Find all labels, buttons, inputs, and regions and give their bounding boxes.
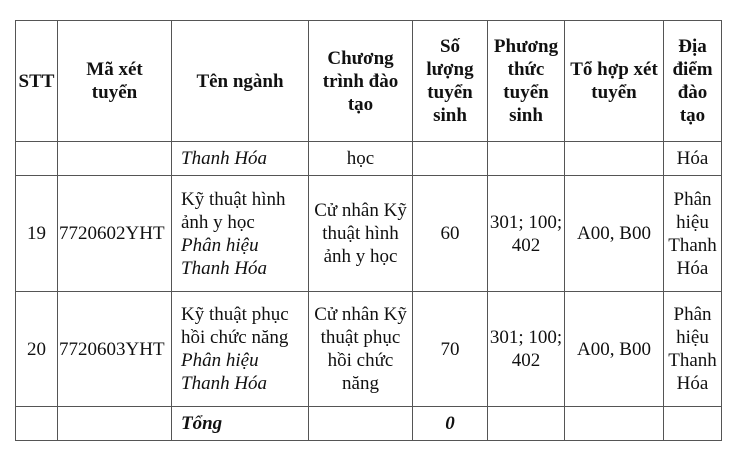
header-ten-nganh: Tên ngành bbox=[172, 21, 309, 142]
cell-to-hop: A00, B00 bbox=[565, 292, 664, 407]
cell-chuong-trinh bbox=[309, 407, 413, 441]
header-chuong-trinh: Chương trình đào tạo bbox=[309, 21, 413, 142]
major-name: Kỹ thuật phục hồi chức năng bbox=[181, 304, 289, 348]
cell-phuong-thuc bbox=[488, 142, 565, 176]
cell-ma bbox=[58, 142, 172, 176]
cell-phuong-thuc bbox=[488, 407, 565, 441]
header-stt: STT bbox=[16, 21, 58, 142]
total-label: Tổng bbox=[172, 407, 309, 441]
header-phuong-thuc: Phương thức tuyển sinh bbox=[488, 21, 565, 142]
major-name: Kỹ thuật hình ảnh y học bbox=[181, 188, 286, 233]
cell-dia-diem: Phân hiệu Thanh Hóa bbox=[664, 176, 722, 292]
cell-so-luong bbox=[413, 142, 488, 176]
total-so-luong: 0 bbox=[413, 407, 488, 441]
campus-text: Phân hiệu Thanh Hóa bbox=[181, 234, 268, 279]
cell-stt: 19 bbox=[16, 176, 58, 292]
cell-chuong-trinh: Cử nhân Kỹ thuật phục hồi chức năng bbox=[309, 292, 413, 407]
cell-ma: 7720602YHT bbox=[58, 176, 172, 292]
cell-to-hop: A00, B00 bbox=[565, 176, 664, 292]
table-row bbox=[16, 176, 722, 292]
cell-dia-diem: Phân hiệu Thanh Hóa bbox=[664, 292, 722, 407]
cell-ten-nganh bbox=[172, 292, 309, 407]
cell-to-hop bbox=[565, 142, 664, 176]
cell-phuong-thuc: 301; 100; 402 bbox=[488, 292, 565, 407]
cell-ten-nganh bbox=[172, 176, 309, 292]
cell-stt bbox=[16, 407, 58, 441]
cell-dia-diem bbox=[664, 407, 722, 441]
header-ma-xet-tuyen: Mã xét tuyển bbox=[58, 21, 172, 142]
cell-so-luong: 70 bbox=[413, 292, 488, 407]
continuation-row bbox=[16, 142, 722, 176]
cell-dia-diem: Hóa bbox=[664, 142, 722, 176]
cell-so-luong: 60 bbox=[413, 176, 488, 292]
cell-chuong-trinh: học bbox=[309, 142, 413, 176]
table-row bbox=[16, 292, 722, 407]
cell-ma bbox=[58, 407, 172, 441]
header-so-luong: Số lượng tuyển sinh bbox=[413, 21, 488, 142]
campus-text: Thanh Hóa bbox=[181, 148, 268, 169]
admissions-table bbox=[15, 20, 722, 441]
cell-stt: 20 bbox=[16, 292, 58, 407]
total-row bbox=[16, 407, 722, 441]
cell-phuong-thuc: 301; 100; 402 bbox=[488, 176, 565, 292]
cell-ma: 7720603YHT bbox=[58, 292, 172, 407]
header-dia-diem: Địa điểm đào tạo bbox=[664, 21, 722, 142]
cell-stt bbox=[16, 142, 58, 176]
cell-to-hop bbox=[565, 407, 664, 441]
header-to-hop: Tổ hợp xét tuyển bbox=[565, 21, 664, 142]
cell-chuong-trinh: Cử nhân Kỹ thuật hình ảnh y học bbox=[309, 176, 413, 292]
campus-text: Phân hiệu Thanh Hóa bbox=[181, 350, 268, 394]
cell-ten-nganh bbox=[172, 142, 309, 176]
header-row bbox=[16, 21, 722, 142]
